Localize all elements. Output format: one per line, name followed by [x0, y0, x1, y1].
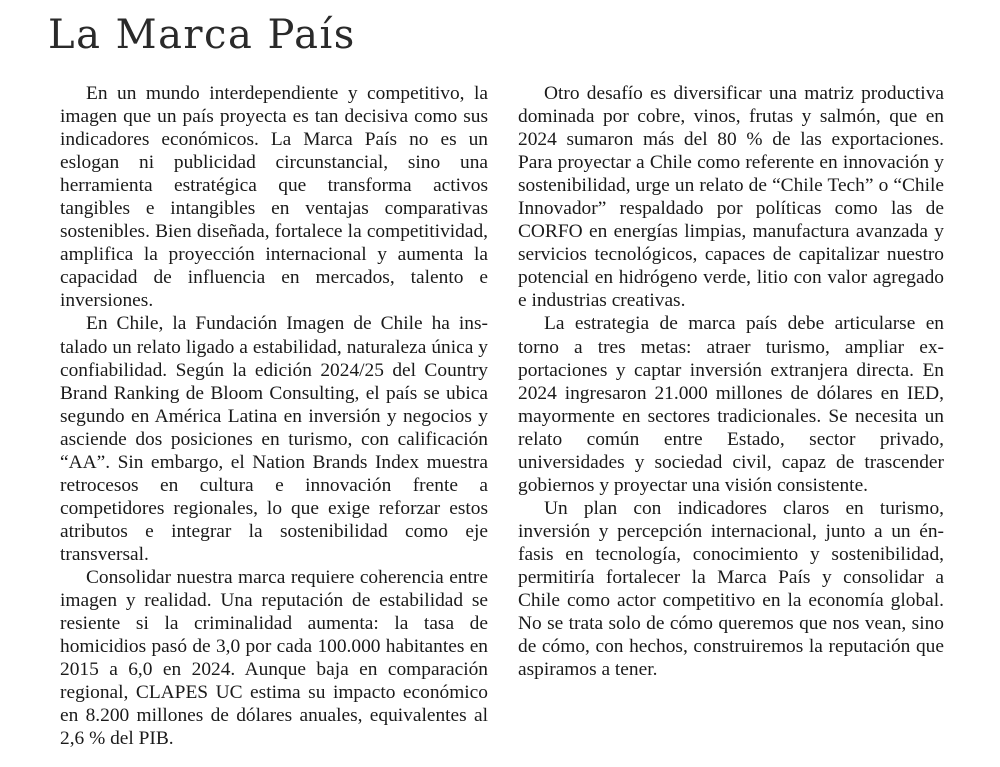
paragraph: La estrategia de marca país debe articularse en torno a tres metas: atraer turismo, ampliar exportaciones y captar inversión extranjera directa. En 2024 ingresaron 21.000 millones de dólares en IED, mayormente en sectores tradicionales. Se necesita un relato común entre Estado, sector privado, universidades y sociedad civil, capaz de trascender gobiernos y proyectar una visión consistente. [518, 313, 944, 496]
paragraph: Consolidar nuestra marca requiere coherencia entre imagen y realidad. Una reputación de estabilidad se resiente si la criminalidad aumenta: la tasa de homicidios pasó de 3,0 por cada 100.000 habitantes en 2015 a 6,0 en 2024. Aunque baja en comparación regional, CLAPES UC estima su impacto económico en 8.200 millones de dólares anuales, equivalentes al 2,6 % del PIB. [60, 566, 488, 750]
paragraph: En un mundo interdependiente y competitivo, la imagen que un país proyecta es tan decisiva como sus indicadores económicos. La Marca País no es un eslogan ni publicidad circunstancial, sino una herramienta estratégica que transforma activos tangibles e intangibles en ventajas comparativas sostenibles. Bien diseñada, fortalece la competitividad, amplifica la proyección internacional y aumenta la capacidad de influencia en mercados, talento e inversiones. [60, 83, 488, 312]
paragraph: En Chile, la Fundación Imagen de Chile ha instalado un relato ligado a estabilidad, naturaleza única y confiabilidad. Según la edición 2024/25 del Country Brand Ranking de Bloom Consulting, el país se ubica segundo en América Latina en inversión y negocios y asciende dos posiciones en turismo, con calificación “AA”. Sin embargo, el Nation Brands Index muestra retrocesos en cultura e innovación frente a competidores regionales, lo que exige reforzar estos atributos e integrar la sostenibilidad como eje transversal. [60, 313, 488, 565]
article-column-right [518, 82, 944, 681]
article-column-left [60, 82, 488, 750]
article-title: La Marca País [48, 12, 356, 58]
paragraph: Otro desafío es diversificar una matriz productiva dominada por cobre, vinos, frutas y salmón, que en 2024 sumaron más del 80 % de las exportaciones. Para proyectar a Chile como referente en innovación y sostenibilidad, urge un relato de “Chile Tech” o “Chile Innovador” respaldado por políticas como las de CORFO en energías limpias, manufactura avanzada y servicios tecnológicos, capaces de capitalizar nuestro potencial en hidrógeno verde, litio con valor agregado e industrias creativas. [518, 83, 944, 312]
paragraph: Un plan con indicadores claros en turismo, inversión y percepción internacional, junto a un énfasis en tecnología, conocimiento y sostenibilidad, permitiría fortalecer la Marca País y consolidar a Chile como actor competitivo en la economía global. No se trata solo de cómo queremos que nos vean, sino de cómo, con hechos, construiremos la reputación que aspiramos a tener. [518, 497, 944, 681]
